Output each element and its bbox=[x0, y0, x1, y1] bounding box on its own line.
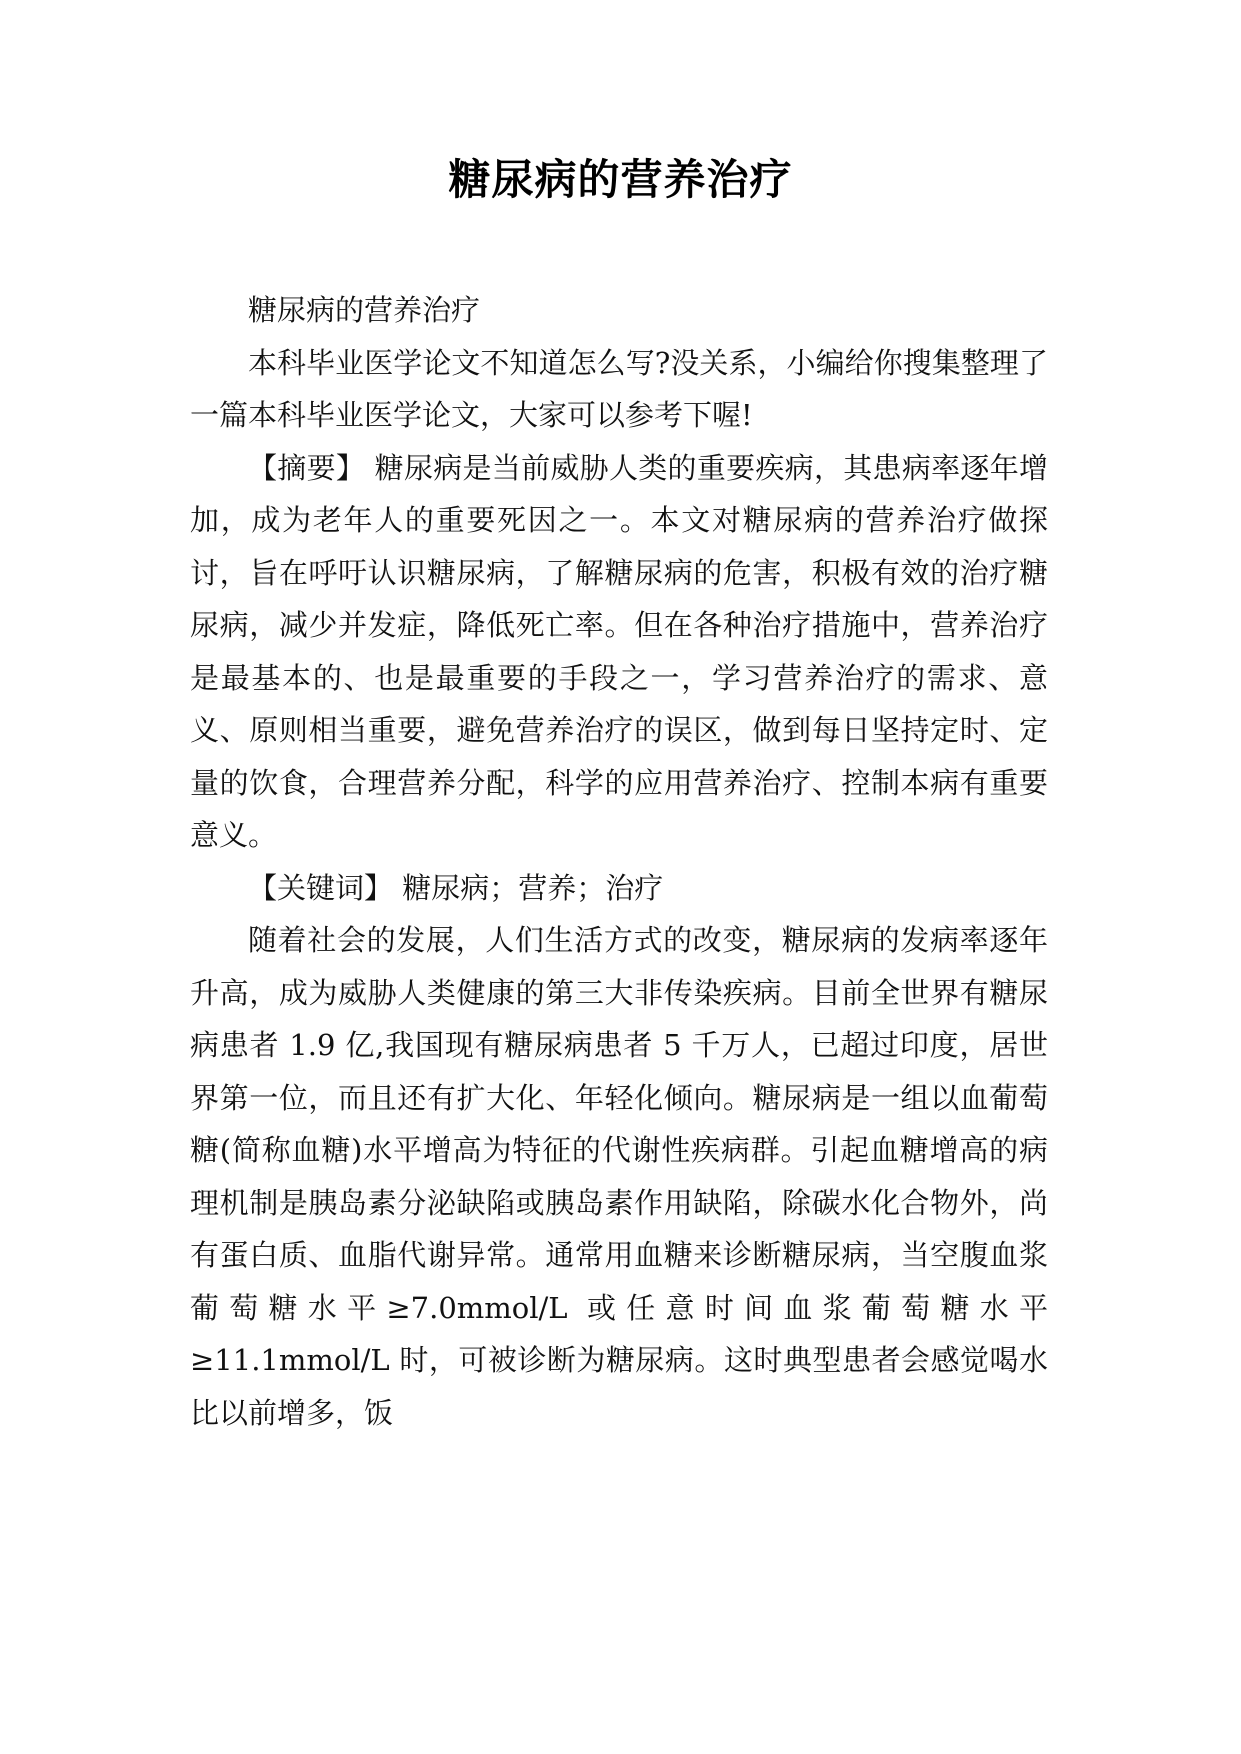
paragraph-subtitle: 糖尿病的营养治疗 bbox=[248, 293, 481, 327]
document-title: 糖尿病的营养治疗 bbox=[448, 155, 793, 204]
paragraph-abstract: 【摘要】 糖尿病是当前威胁人类的重要疾病，其患病率逐年增加，成为老年人的重要死因之一。本文对糖尿病的营养治疗做探讨，旨在呼吁认识糖尿病，了解糖尿病的危害，积极有效的治疗糖尿病，减少并发症，降低死亡率。但在各种治疗措施中，营养治疗是最基本的、也是最重要的手段之一，学习营养治疗的需求、意义、原则相当重要，避免营养治疗的误区，做到每日坚持定时、定量的饮食，合理营养分配，科学的应用营养治疗、控制本病有重要意义。 bbox=[190, 450, 1048, 852]
paragraph-keywords: 【关键词】 糖尿病；营养；治疗 bbox=[248, 870, 664, 905]
paragraph-body: 随着社会的发展，人们生活方式的改变，糖尿病的发病率逐年升高，成为威胁人类健康的第三大非传染疾病。目前全世界有糖尿病患者 1.9 亿,我国现有糖尿病患者 5 千万人，已超过印度，居世界第一位，而且还有扩大化、年轻化倾向。糖尿病是一组以血葡萄糖(简称血糖)水平增高为特征的代谢性疾病群。引起血糖增高的病理机制是胰岛素分泌缺陷或胰岛素作用缺陷，除碳水化合物外，尚有蛋白质、血脂代谢异常。通常用血糖来诊断糖尿病，当空腹血浆葡萄糖水平≥7.0mmol/L 或任意时间血浆葡萄糖水平≥11.1mmol/L 时，可被诊断为糖尿病。这时典型患者会感觉喝水比以前增多，饭 bbox=[190, 923, 1048, 1430]
document-body bbox=[190, 284, 1048, 1439]
paragraph-intro: 本科毕业医学论文不知道怎么写?没关系，小编给你搜集整理了一篇本科毕业医学论文，大家可以参考下喔! bbox=[190, 345, 1048, 432]
